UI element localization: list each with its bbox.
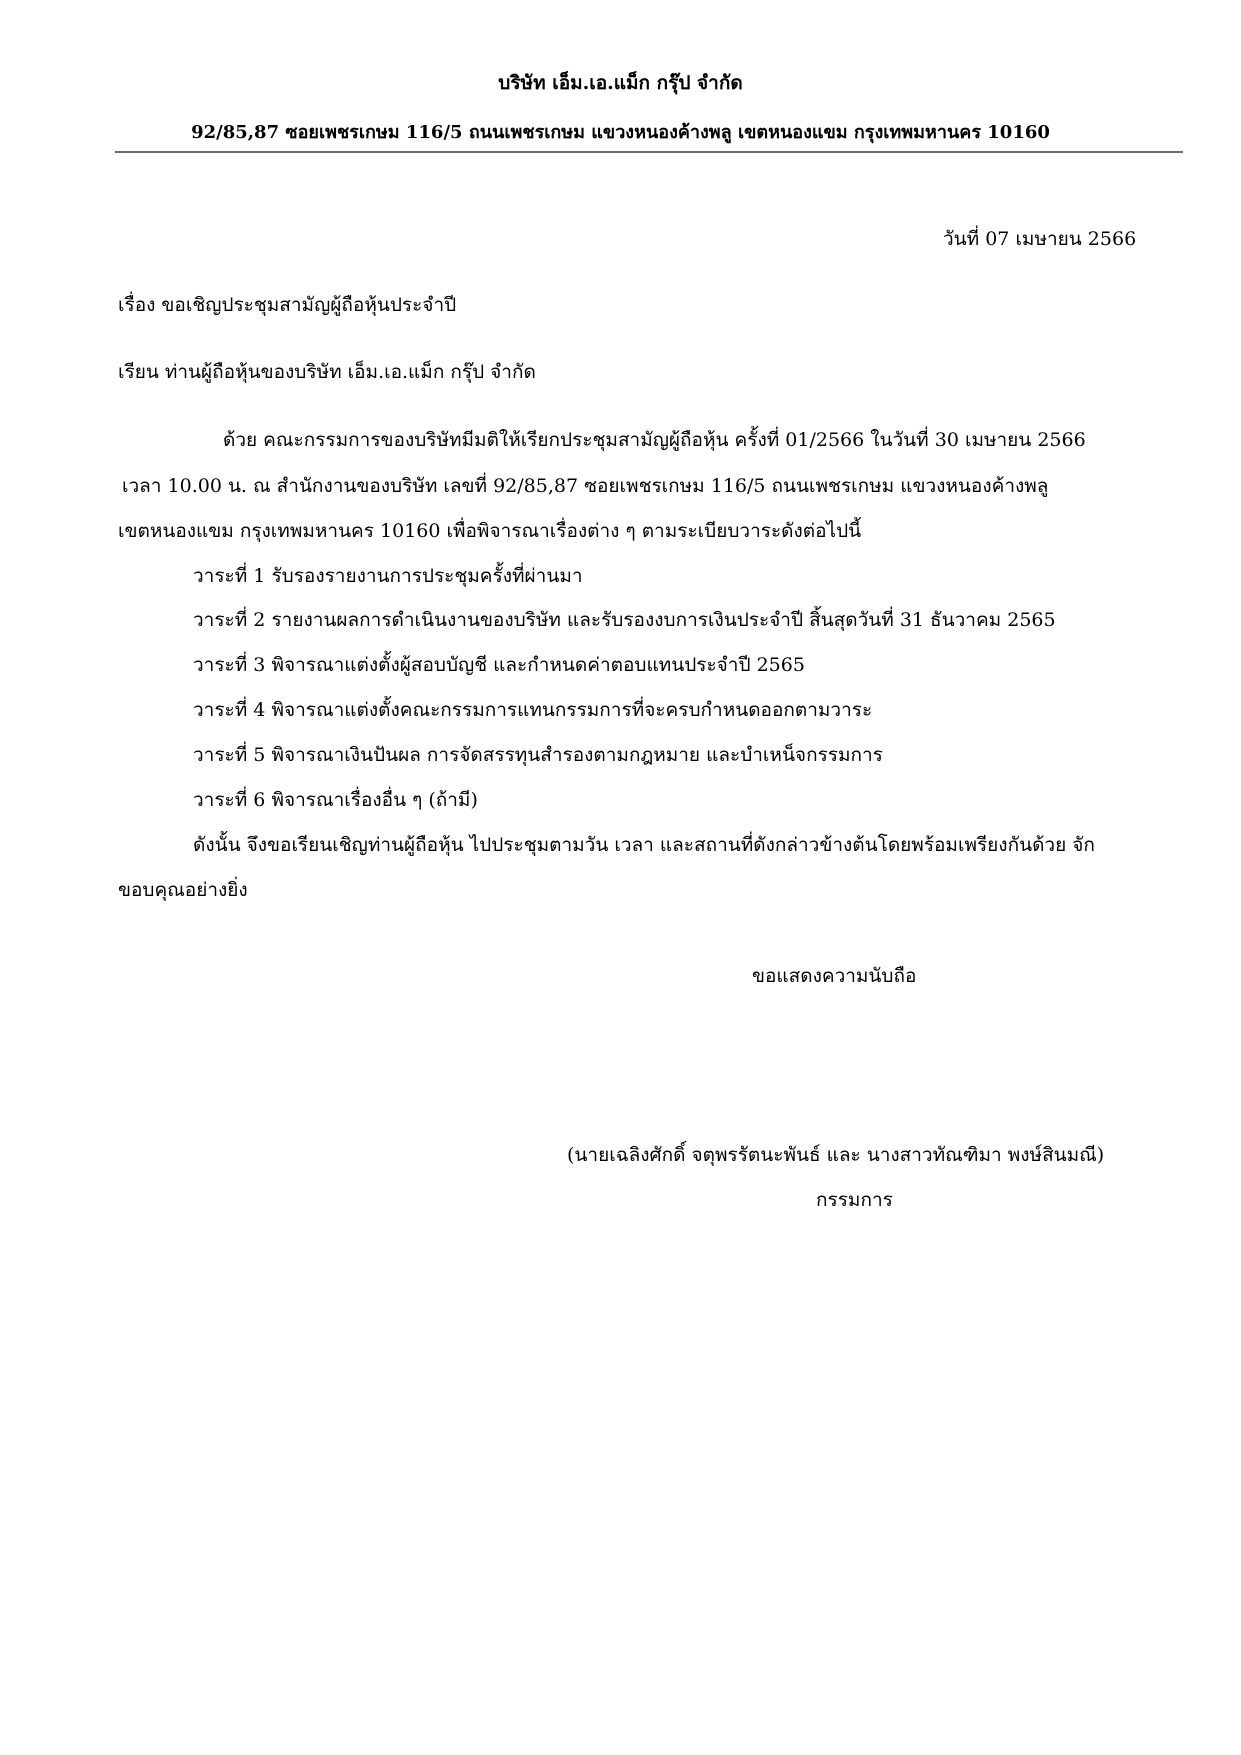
agenda-item: วาระที่ 5 พิจารณาเงินปันผล การจัดสรรทุนสำรองตามกฎหมาย และบำเหน็จกรรมการ	[193, 744, 883, 766]
agenda-item: วาระที่ 1 รับรองรายงานการประชุมครั้งที่ผ่านมา	[193, 565, 583, 587]
body-line: เวลา 10.00 น. ณ สำนักงานของบริษัท เลขที่ 92/85,87 ซอยเพชรเกษม 116/5 ถนนเพชรเกษม แขวงหนองค้างพลู	[122, 475, 1049, 497]
letter-subject: เรื่อง ขอเชิญประชุมสามัญผู้ถือหุ้นประจำปี	[118, 294, 457, 316]
regards: ขอแสดงความนับถือ	[752, 965, 917, 987]
agenda-item: วาระที่ 3 พิจารณาแต่งตั้งผู้สอบบัญชี และกำหนดค่าตอบแทนประจำปี 2565	[193, 654, 805, 676]
closing-line: ขอบคุณอย่างยิ่ง	[118, 879, 248, 901]
signer-names: (นายเฉลิงศักดิ์ จตุพรรัตนะพันธ์ และ นางสาวทัณฑิมา พงษ์สินมณี)	[567, 1144, 1105, 1166]
company-name: บริษัท เอ็ม.เอ.แม็ก กรุ๊ป จำกัด	[498, 72, 743, 94]
letter-salutation: เรียน ท่านผู้ถือหุ้นของบริษัท เอ็ม.เอ.แม็ก กรุ๊ป จำกัด	[118, 361, 536, 383]
agenda-item: วาระที่ 2 รายงานผลการดำเนินงานของบริษัท และรับรองงบการเงินประจำปี สิ้นสุดวันที่ 31 ธันวาคม 2565	[193, 609, 1056, 631]
closing-line: ดังนั้น จึงขอเรียนเชิญท่านผู้ถือหุ้น ไปประชุมตามวัน เวลา และสถานที่ดังกล่าวข้างต้นโดยพร้อมเพรียงกันด้วย จัก	[193, 834, 1095, 856]
header-divider	[115, 151, 1183, 153]
agenda-item: วาระที่ 4 พิจารณาแต่งตั้งคณะกรรมการแทนกรรมการที่จะครบกำหนดออกตามวาระ	[193, 699, 873, 721]
signer-title: กรรมการ	[816, 1189, 893, 1211]
body-line: ด้วย คณะกรรมการของบริษัทมีมติให้เรียกประชุมสามัญผู้ถือหุ้น ครั้งที่ 01/2566 ในวันที่ 30 เมษายน 2566	[223, 429, 1086, 451]
body-line: เขตหนองแขม กรุงเทพมหานคร 10160 เพื่อพิจารณาเรื่องต่าง ๆ ตามระเบียบวาระดังต่อไปนี้	[118, 520, 862, 542]
agenda-item: วาระที่ 6 พิจารณาเรื่องอื่น ๆ (ถ้ามี)	[193, 789, 478, 811]
company-address: 92/85,87 ซอยเพชรเกษม 116/5 ถนนเพชรเกษม แขวงหนองค้างพลู เขตหนองแขม กรุงเทพมหานคร 10160	[191, 122, 1050, 143]
letter-date: วันที่ 07 เมษายน 2566	[943, 228, 1137, 250]
